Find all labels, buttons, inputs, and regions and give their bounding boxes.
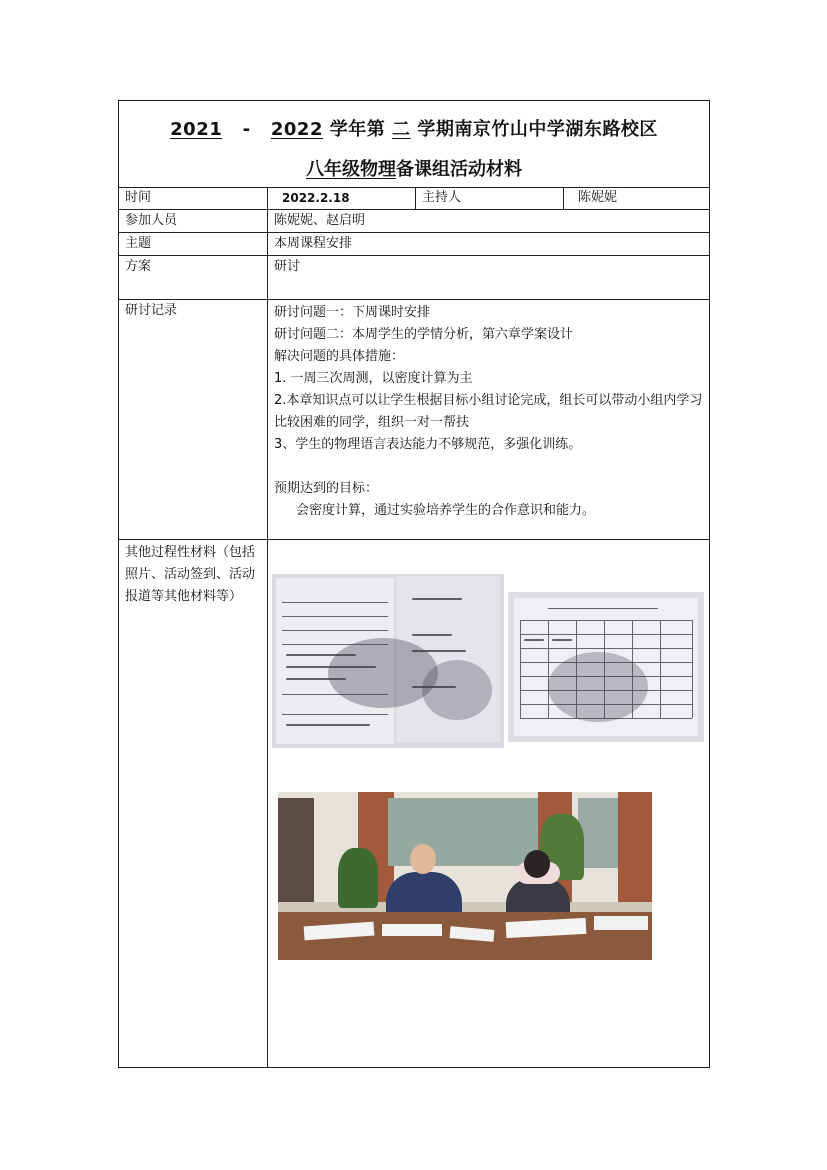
participants-value: 陈妮妮、赵启明 <box>267 210 709 232</box>
time-label: 时间 <box>125 190 152 205</box>
row-topic <box>119 233 709 256</box>
measure-2: 2.本章知识点可以让学生根据目标小组讨论完成，组长可以带动小组内学习比较困难的同学，组织一对一帮扶 <box>274 393 703 430</box>
row-record <box>119 300 709 540</box>
time-value: 2022.2.18 <box>267 187 415 209</box>
row-participants <box>119 210 709 233</box>
record-content <box>267 300 709 539</box>
participants-label: 参加人员 <box>125 213 178 228</box>
text-xuenian: 学年第 <box>329 119 386 140</box>
goal-title: 预期达到的目标： <box>274 481 379 496</box>
year-dash: - <box>242 119 251 140</box>
host-value: 陈妮妮 <box>563 187 709 209</box>
group-grade-subject: 八年级物理 <box>306 159 396 180</box>
topic-value: 本周课程安排 <box>267 233 709 255</box>
plan-value: 研讨 <box>267 256 709 299</box>
document-header <box>119 101 709 188</box>
topic-label: 主题 <box>125 236 152 251</box>
document-table <box>118 100 710 1068</box>
issue-1: 研讨问题一：下周课时安排 <box>274 305 431 320</box>
term: 二 <box>392 119 411 140</box>
signin-sheet-photo <box>272 574 504 748</box>
photos-area <box>267 540 709 1067</box>
attendance-table-photo <box>508 592 704 742</box>
group-rest: 备课组活动材料 <box>396 159 522 180</box>
other-label: 其他过程性材料（包括照片、活动签到、活动报道等其他材料等） <box>125 545 256 604</box>
title-line-2 <box>119 155 709 181</box>
plan-label: 方案 <box>125 259 152 274</box>
meeting-photo <box>278 792 652 960</box>
goal-text: 会密度计算，通过实验培养学生的合作意识和能力。 <box>296 503 596 518</box>
text-term-rest: 学期南京竹山中学湖东路校区 <box>417 119 658 140</box>
row-plan <box>119 256 709 300</box>
row-time <box>119 187 709 210</box>
measure-1: 1. 一周三次周测，以密度计算为主 <box>274 371 473 386</box>
record-label: 研讨记录 <box>125 303 178 318</box>
year-end: 2022 <box>270 119 323 140</box>
row-other-materials <box>119 540 709 1067</box>
host-label: 主持人 <box>415 187 563 209</box>
measure-3: 3、学生的物理语言表达能力不够规范，多强化训练。 <box>274 437 582 452</box>
measures-title: 解决问题的具体措施： <box>274 349 405 364</box>
title-line-1 <box>119 115 709 141</box>
issue-2: 研讨问题二：本周学生的学情分析，第六章学案设计 <box>274 327 574 342</box>
year-start: 2021 <box>170 119 223 140</box>
